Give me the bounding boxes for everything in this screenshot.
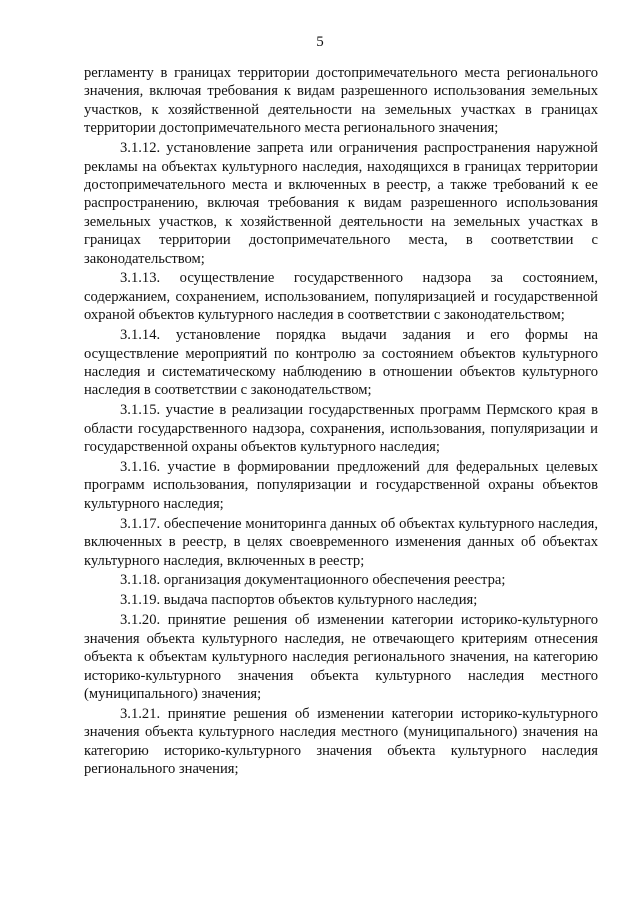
paragraph-3-1-21: 3.1.21. принятие решения об изменении категории историко-культурного значения объекта культурного наследия местного (муниципального) значения на категорию историко-культурного значения объекта культурного наследия регионального значения; — [84, 705, 598, 778]
paragraph-3-1-17: 3.1.17. обеспечение мониторинга данных об объектах культурного наследия, включенных в реестр, в целях своевременного изменения данных об объектах культурного наследия, включенных в реестр; — [84, 515, 598, 569]
paragraph-continuation: регламенту в границах территории достопримечательного места регионального значения, включая требования к видам разрешенного использования земельных участков, к хозяйственной деятельности на земельных участках в границах территории достопримечательного места регионального значения; — [84, 65, 598, 137]
paragraph-3-1-20: 3.1.20. принятие решения об изменении категории историко-культурного значения объекта культурного наследия, не отвечающего критериям отнесения объекта к объектам культурного наследия регионального значения, на категорию историко-культурного значения объекта культурного наследия местного (муниципального) значения; — [84, 612, 598, 702]
paragraph-3-1-19: 3.1.19. выдача паспортов объектов культурного наследия; — [120, 592, 478, 609]
paragraph-3-1-14: 3.1.14. установление порядка выдачи задания и его формы на осуществление мероприятий по контролю за состоянием объектов культурного наследия и систематическому наблюдению в отношении объектов культурного наследия в соответствии с законодательством; — [84, 327, 598, 399]
paragraph-3-1-15: 3.1.15. участие в реализации государственных программ Пермского края в области государственного надзора, сохранения, использования, популяризации и государственной охраны объектов культурного наследия; — [84, 402, 598, 456]
paragraph-3-1-12: 3.1.12. установление запрета или ограничения распространения наружной рекламы на объектах культурного наследия, находящихся в границах территории достопримечательного места и включенных в реестр, а также требований к ее распространению, включая требования к видам разрешенного использования земельных участков, к хозяйственной деятельности на земельных участках в границах территории достопримечательного места, в соответствии с законодательством; — [84, 140, 598, 267]
page-number: 5 — [316, 34, 324, 50]
paragraph-3-1-18: 3.1.18. организация документационного обеспечения реестра; — [120, 572, 506, 589]
document-body — [84, 64, 598, 780]
paragraph-3-1-16: 3.1.16. участие в формировании предложений для федеральных целевых программ использования, популяризации и государственной охраны объектов культурного наследия; — [84, 459, 598, 512]
paragraph-3-1-13: 3.1.13. осуществление государственного надзора за состоянием, содержанием, сохранением, использованием, популяризацией и государственной охраной объектов культурного наследия в соответствии с законодательством; — [84, 270, 598, 324]
